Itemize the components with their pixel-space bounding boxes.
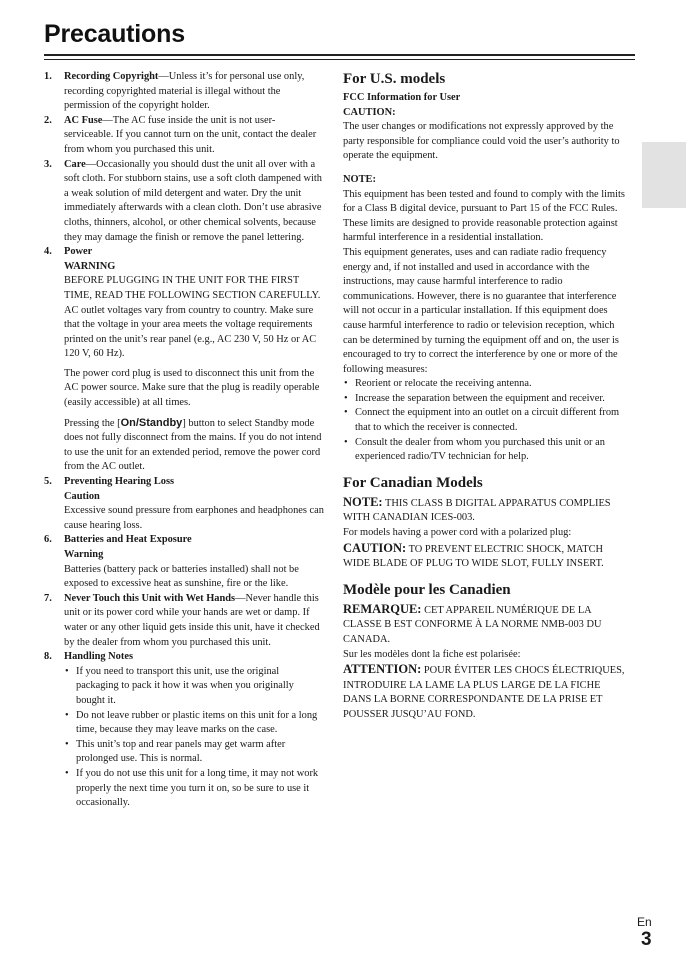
bullet-item: • If you need to transport this unit, use the original packaging to pack it how it was when you originally bought it. (64, 665, 324, 709)
item-title: Power (64, 246, 93, 258)
canada-fr-remarque (343, 602, 625, 648)
canada-caution (343, 541, 625, 572)
list-item (40, 533, 324, 591)
remarque-text: CET APPAREIL NUMÉRIQUE DE LA CLASSE B EST CONFORME À LA NORME NMB-003 DU CANADA. (343, 604, 602, 645)
item-subhead: Caution (64, 490, 100, 502)
item-paragraph: Batteries (battery pack or batteries installed) shall not be exposed to excessive heat as sunshine, fire or the like. (64, 563, 299, 590)
list-item (40, 70, 324, 114)
paragraph-text: ] button to select Standby mode does not fully disconnect from the mains. If you do not intend to use the unit for an extended period, remove the power cord from the AC outlet. (64, 417, 322, 473)
item-title: Recording Copyright (64, 71, 159, 82)
item-number: 8. (44, 651, 52, 663)
item-title: Care (64, 158, 86, 170)
fcc-note-paragraph: This equipment generates, uses and can radiate radio frequency energy and, if not installed and used in accordance with the instructions, may cause harmful interference to radio communications. However, there is no guarantee that interference will not occur in a particular installation. If this equipment does cause harmful interference to radio or television reception, which can be determined by turning the equipment off and on, the user is encouraged to try to correct the interference by one or more of the following measures: (343, 246, 619, 375)
fcc-note-label: NOTE: (343, 173, 376, 185)
item-paragraph: AC outlet voltages vary from country to country. Make sure that the voltage in your area meets the voltage requirements printed on the unit’s rear panel (e.g., AC 230 V, 50 Hz or AC 120 V, 60 Hz). (64, 304, 317, 360)
item-paragraph: Excessive sound pressure from earphones and headphones can cause hearing loss. (64, 505, 324, 531)
item-number: 6. (44, 534, 52, 546)
canadian-french-heading: Modèle pour les Canadien (343, 581, 511, 598)
bullet-item: • Connect the equipment into an outlet on a circuit different from that to which the receiver is connected. (343, 406, 625, 435)
fcc-note-paragraph: This equipment has been tested and found to comply with the limits for a Class B digital device, pursuant to Part 15 of the FCC Rules. These limits are designed to provide reasonable protection against harmful interference in a residential installation. (343, 188, 625, 244)
item-paragraph: BEFORE PLUGGING IN THE UNIT FOR THE FIRST TIME, READ THE FOLLOWING SECTION CAREFULLY. (64, 275, 321, 301)
canada-caution-text: TO PREVENT ELECTRIC SHOCK, MATCH WIDE BLADE OF PLUG TO WIDE SLOT, FULLY INSERT. (343, 543, 604, 570)
canada-plug-text: For models having a power cord with a polarized plug: (343, 527, 572, 539)
page-number: 3 (641, 929, 652, 950)
fcc-caution-text: The user changes or modifications not expressly approved by the party responsible for compliance could void the user’s authority to operate the equipment. (343, 121, 620, 162)
item-title: Handling Notes (64, 651, 133, 663)
item-text: —Occasionally you should dust the unit all over with a soft cloth. For stubborn stains, use a soft cloth dampened with a weak solution of mild detergent and water. Dry the unit immediately afterwards with a clean cloth. Don’t use abrasive cloths, thinners, alcohol, or other chemical solvents, because they may damage the finish or remove the panel lettering. (64, 158, 323, 243)
title-rule-thick (44, 54, 635, 56)
item-text: —Unless it’s for personal use only, recording copyrighted material is illegal without the permission of the copyright holder. (64, 71, 305, 112)
canadian-models-heading: For Canadian Models (343, 474, 483, 491)
regulatory-column (343, 70, 625, 723)
bullet-item: • Consult the dealer from whom you purchased this unit or an experienced radio/TV technician for help. (343, 436, 625, 465)
fcc-measures-list (343, 377, 625, 465)
item-number: 3. (44, 158, 52, 170)
item-title: Batteries and Heat Exposure (64, 534, 192, 546)
canada-note-text: THIS CLASS B DIGITAL APPARATUS COMPLIES WITH CANADIAN ICES-003. (343, 497, 611, 524)
item-number: 7. (44, 592, 52, 604)
button-name-label: On/Standby (120, 416, 183, 429)
precautions-list-column (40, 70, 324, 811)
list-item (40, 245, 324, 475)
list-item (40, 475, 324, 533)
fcc-caution-label: CAUTION: (343, 106, 396, 118)
bullet-item: • If you do not use this unit for a long time, it may not work properly the next time you turn it on, so be sure to use it occasionally. (64, 767, 324, 811)
canada-note-label: NOTE: (343, 494, 383, 509)
list-item (40, 650, 324, 811)
item-text: —The AC fuse inside the unit is not user-serviceable. If you cannot turn on the unit, contact the dealer from whom you purchased this unit. (64, 114, 317, 155)
item-subhead: WARNING (64, 260, 116, 272)
item-number: 5. (44, 476, 52, 488)
item-text: —Never handle this unit or its power cord while your hands are wet or damp. If water or any other liquid gets inside this unit, have it checked by the dealer from whom you purchased this unit. (64, 592, 320, 648)
bullet-item: • Increase the separation between the equipment and receiver. (343, 392, 625, 407)
footer-language: En (637, 915, 652, 929)
handling-notes-list (64, 665, 324, 811)
paragraph-text: Pressing the [ (64, 417, 121, 429)
item-title: Never Touch this Unit with Wet Hands (64, 592, 236, 604)
section-side-tab (642, 142, 686, 208)
bullet-item: • Reorient or relocate the receiving antenna. (343, 377, 625, 392)
us-models-heading: For U.S. models (343, 71, 446, 87)
bullet-item: • This unit’s top and rear panels may get warm after prolonged use. This is normal. (64, 738, 324, 767)
precautions-list (40, 70, 324, 811)
canada-caution-label: CAUTION: (343, 540, 407, 555)
canada-note (343, 495, 625, 526)
item-number: 4. (44, 246, 52, 258)
title-rule-thin (44, 59, 635, 60)
item-subhead: Warning (64, 549, 104, 560)
item-title: Preventing Hearing Loss (64, 476, 175, 488)
bullet-item: • Do not leave rubber or plastic items on this unit for a long time, because they may leave marks on the case. (64, 709, 324, 738)
list-item (40, 158, 324, 246)
item-paragraph: The power cord plug is used to disconnect this unit from the AC power source. Make sure that the plug is readily operable (easily accessible) at all times. (64, 367, 320, 409)
item-title: AC Fuse (64, 114, 103, 126)
fcc-info-title: FCC Information for User (343, 92, 461, 103)
canada-fr-attention (343, 662, 625, 722)
remarque-label: REMARQUE: (343, 601, 422, 616)
item-number: 2. (44, 114, 52, 126)
item-paragraph (64, 416, 324, 475)
item-number: 1. (44, 71, 52, 82)
attention-label: ATTENTION: (343, 662, 422, 677)
list-item (40, 114, 324, 158)
list-item (40, 592, 324, 650)
page-title: Precautions (44, 20, 185, 48)
canada-fr-plug-text: Sur les modèles dont la fiche est polarisée: (343, 648, 521, 660)
attention-text: POUR ÉVITER LES CHOCS ÉLECTRIQUES, INTRODUIRE LA LAME LA PLUS LARGE DE LA FICHE DANS LA BORNE CORRESPONDANTE DE LA PRISE ET POUSSER JUSQU’AU FOND. (343, 665, 625, 720)
